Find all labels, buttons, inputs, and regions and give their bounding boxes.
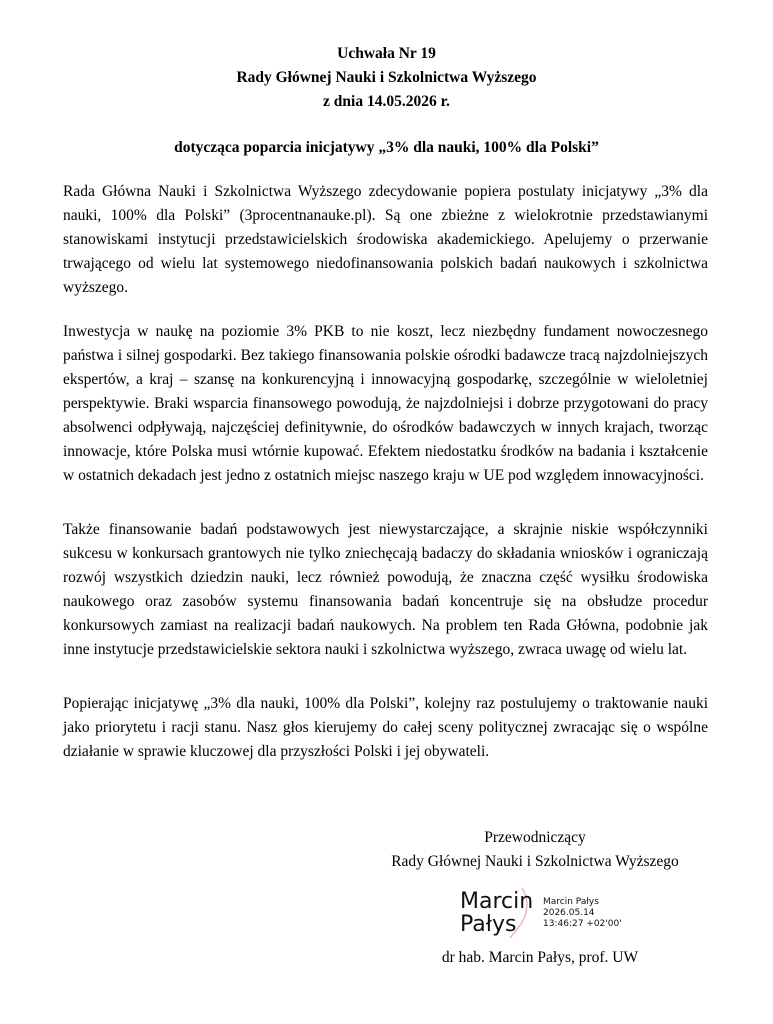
paragraph-4: Popierając inicjatywę „3% dla nauki, 100% dla Polski”, kolejny raz postulujemy o traktowanie nauki jako priorytetu i racji stanu. Nasz głos kierujemy do całej sceny politycznej zwracając się o wspólne działanie w sprawie kluczowej dla przyszłości Polski i jej obywateli. <box>63 695 708 760</box>
signature-name-block <box>460 890 533 936</box>
signer-role: Przewodniczący <box>484 829 586 846</box>
signature-details <box>543 897 622 930</box>
signature-date: 2026.05.14 <box>543 908 595 918</box>
signature-first-name: Marcin <box>460 889 534 914</box>
electronic-signature <box>440 890 700 940</box>
resolution-date: z dnia 14.05.2026 r. <box>323 93 450 110</box>
signer-name: dr hab. Marcin Pałys, prof. UW <box>441 949 639 966</box>
signature-signer: Marcin Pałys <box>543 897 599 907</box>
paragraph-1: Rada Główna Nauki i Szkolnictwa Wyższego zdecydowanie popiera postulaty inicjatywy „3% dla nauki, 100% dla Polski” (3procentnanauke.pl). Są one zbieżne z wielokrotnie przedstawianymi stanowiskami instytucji przedstawicielskich środowiska akademickiego. Apelujemy o przerwanie trwającego od wielu lat systemowego niedofinansowania polskich badań naukowych i szkolnictwa wyższego. <box>63 183 708 296</box>
paragraph-3: Także finansowanie badań podstawowych jest niewystarczające, a skrajnie niskie współczynniki sukcesu w konkursach grantowych nie tylko zniechęcają badaczy do składania wniosków i ograniczają rozwój wszystkich dziedzin nauki, lecz również powodują, że znaczna część wysiłku środowiska naukowego oraz zasobów systemu finansowania badań koncentruje się na obsłudze procedur konkursowych zamiast na realizacji badań naukowych. Na problem ten Rada Główna, podobnie jak inne instytucje przedstawicielskie sektora nauki i szkolnictwa wyższego, zwraca uwagę od wielu lat. <box>63 521 708 658</box>
resolution-subject: dotycząca poparcia inicjatywy „3% dla nauki, 100% dla Polski” <box>174 139 599 156</box>
signer-organization: Rady Głównej Nauki i Szkolnictwa Wyższego <box>391 853 679 870</box>
paragraph-2: Inwestycja w naukę na poziomie 3% PKB to nie koszt, lecz niezbędny fundament nowoczesnego państwa i silnej gospodarki. Bez takiego finansowania polskie ośrodki badawcze tracą najzdolniejszych ekspertów, a kraj – szansę na konkurencyjną i innowacyjną gospodarkę, szczególnie w wieloletniej perspektywie. Braki wsparcia finansowego powodują, że najzdolniejsi i dobrze przygotowani do pracy absolwenci odpływają, najczęściej definitywnie, do ośrodków badawczych w innych krajach, tworząc innowacje, które Polska musi wtórnie kupować. Efektem niedostatku środków na badania i kształcenie w ostatnich dekadach jest jedno z ostatnich miejsc naszego kraju w UE pod względem innowacyjności. <box>63 323 708 484</box>
council-name: Rady Głównej Nauki i Szkolnictwa Wyższego <box>236 69 537 86</box>
resolution-number: Uchwała Nr 19 <box>337 45 436 62</box>
signature-last-name: Pałys <box>460 912 517 937</box>
signature-time: 13:46:27 +02'00' <box>543 919 622 929</box>
